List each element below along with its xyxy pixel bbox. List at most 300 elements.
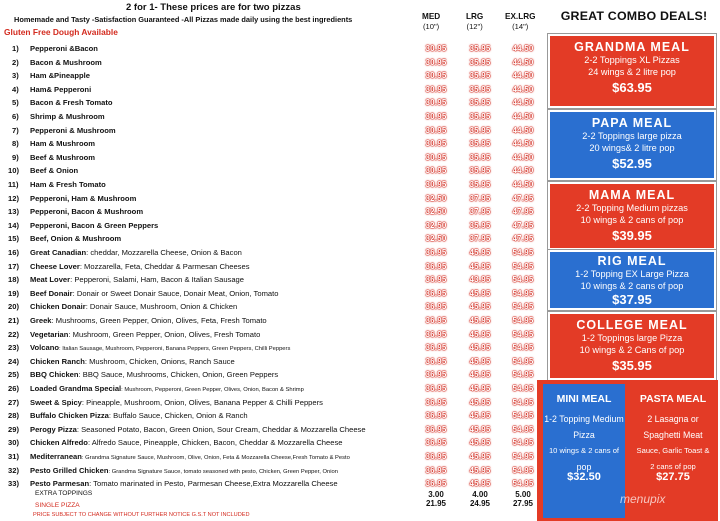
price-large: 45.95 xyxy=(469,424,491,434)
papa-meal-title: PAPA MEAL xyxy=(591,116,673,130)
price-extra-large: 47.95 xyxy=(512,193,534,203)
price-extra-large: 54.95 xyxy=(512,424,534,434)
pizza-row xyxy=(3,382,548,395)
price-medium: 36.95 xyxy=(425,452,447,461)
pizza-row xyxy=(3,314,548,327)
pizza-name xyxy=(30,83,91,96)
pizza-title: Shrimp & Mushroom xyxy=(30,112,105,121)
pizza-title: Vegetarian xyxy=(30,329,69,339)
price-extra-large: 44.50 xyxy=(512,112,534,121)
pizza-row xyxy=(3,409,548,422)
price-large: 45.95 xyxy=(469,356,491,366)
pizza-description: : Buffalo Sauce, Chicken, Onion & Ranch xyxy=(108,411,248,421)
price-large: 45.95 xyxy=(469,479,491,489)
price-large: 45.95 xyxy=(469,329,491,339)
price-notice: PRICE SUBJECT TO CHANGE WITHOUT FURTHER NOTICE G.S.T NOT INCLUDED xyxy=(33,512,250,518)
pizza-title: Volcano xyxy=(30,343,59,353)
mini-meal-price: $32.50 xyxy=(567,471,601,483)
price-extra-large: 54.95 xyxy=(512,275,534,285)
pizza-title: Sweet & Spicy xyxy=(30,397,82,407)
single-pizza-price-med: 21.95 xyxy=(425,499,447,508)
pizza-title: Bacon & Mushroom xyxy=(30,57,102,67)
pizza-name xyxy=(30,396,323,409)
price-medium: 36.95 xyxy=(425,288,447,298)
pizza-title: Beef & Mushroom xyxy=(30,152,95,162)
pizza-title: Buffalo Chicken Pizza xyxy=(30,411,109,421)
col-med-header: MED (10") xyxy=(422,12,441,31)
pizza-name xyxy=(30,219,158,232)
price-large: 43.95 xyxy=(469,275,491,285)
pizza-row xyxy=(3,300,548,313)
price-extra-large: 44.50 xyxy=(512,71,534,81)
pizza-number: 22) xyxy=(8,329,19,339)
price-large: 45.95 xyxy=(469,438,491,448)
pizza-number: 32) xyxy=(8,465,19,475)
combo-deals-title: GREAT COMBO DEALS! xyxy=(560,9,708,23)
pizza-name xyxy=(30,69,90,82)
mini-meal-box xyxy=(543,384,625,518)
pizza-description: : Italian Sausage, Mushroom, Pepperoni, Banana Peppers, Green Peppers, Chilli Peppers xyxy=(58,346,291,353)
pasta-meal-line-4: 2 cans of pop xyxy=(650,462,696,471)
price-medium: 30.95 xyxy=(425,98,447,108)
price-large: 45.95 xyxy=(469,384,491,393)
pizza-number: 24) xyxy=(8,356,19,366)
pizza-title: Pepperoni, Bacon & Green Peppers xyxy=(30,220,159,230)
menu-subtitle: Homemade and Tasty -Satisfaction Guaranteed -All Pizzas made daily using the best ingredients xyxy=(14,15,353,24)
college-meal-price: $35.95 xyxy=(612,358,652,373)
pizza-row xyxy=(3,178,548,191)
rig-meal-box xyxy=(548,250,716,310)
pizza-title: Cheese Lover xyxy=(30,261,80,271)
pizza-row xyxy=(3,355,548,368)
price-medium: 30.95 xyxy=(425,180,447,189)
pizza-row xyxy=(3,192,548,205)
pizza-name xyxy=(30,328,260,341)
price-medium: 30.95 xyxy=(425,166,447,176)
pizza-name xyxy=(30,56,102,69)
price-large: 45.95 xyxy=(469,452,491,461)
pizza-number: 20) xyxy=(8,302,19,312)
rig-meal-price: $37.95 xyxy=(612,292,652,307)
pizza-number: 12) xyxy=(8,193,19,203)
pizza-number: 30) xyxy=(8,438,19,448)
pizza-name xyxy=(30,96,113,109)
pizza-name xyxy=(30,205,143,218)
grandma-meal-box xyxy=(548,34,716,108)
price-medium: 36.95 xyxy=(425,479,447,489)
single-pizza-price-lrg: 24.95 xyxy=(469,499,491,508)
papa-meal-line-1: 2-2 Toppings large pizza xyxy=(582,131,682,141)
pizza-title: Beef & Onion xyxy=(30,166,79,176)
pizza-number: 18) xyxy=(8,275,19,285)
college-meal-box xyxy=(548,312,716,380)
price-medium: 36.95 xyxy=(425,356,447,366)
pizza-row xyxy=(3,69,548,82)
pizza-row xyxy=(3,232,548,245)
pasta-meal-title: PASTA MEAL xyxy=(639,393,707,405)
price-medium: 32.50 xyxy=(425,220,447,230)
price-extra-large: 54.95 xyxy=(512,452,534,461)
pizza-row xyxy=(3,42,548,55)
price-medium: 36.95 xyxy=(425,261,447,271)
price-extra-large: 54.95 xyxy=(512,384,534,393)
price-large: 35.95 xyxy=(469,152,491,162)
pizza-row xyxy=(3,436,548,449)
price-extra-large: 54.95 xyxy=(512,288,534,298)
price-extra-large: 54.95 xyxy=(512,397,534,407)
pizza-number: 8) xyxy=(12,139,19,149)
grandma-meal-title: GRANDMA MEAL xyxy=(574,40,690,54)
pizza-row xyxy=(3,110,548,123)
price-extra-large: 54.95 xyxy=(512,316,534,325)
price-large: 35.95 xyxy=(469,112,491,121)
extra-toppings-label: EXTRA TOPPINGS xyxy=(35,490,93,497)
price-large: 35.95 xyxy=(469,44,491,53)
pizza-title: Beef, Onion & Mushroom xyxy=(30,234,122,244)
pizza-row xyxy=(3,205,548,218)
pizza-description: : cheddar, Mozzarella Cheese, Onion & Bacon xyxy=(86,248,242,257)
pizza-number: 16) xyxy=(8,248,19,257)
pizza-number: 2) xyxy=(12,57,19,67)
pizza-number: 25) xyxy=(8,370,19,380)
pizza-row xyxy=(3,341,548,354)
price-medium: 36.95 xyxy=(425,370,447,380)
pizza-name xyxy=(30,273,244,286)
pizza-name xyxy=(30,137,95,150)
pizza-description: : Seasoned Potato, Bacon, Green Onion, Sour Cream, Cheddar & Mozzarella Cheese xyxy=(76,424,366,434)
pizza-row xyxy=(3,423,548,436)
pizza-name xyxy=(30,368,278,381)
price-extra-large: 54.95 xyxy=(512,302,534,312)
price-large: 35.95 xyxy=(469,220,491,230)
pizza-title: Ham & Mushroom xyxy=(30,139,95,149)
price-large: 35.95 xyxy=(469,166,491,176)
price-large: 37.95 xyxy=(469,234,491,244)
pizza-title: Perogy Pizza xyxy=(30,424,77,434)
pizza-title: Meat Lover xyxy=(30,275,71,285)
pizza-name xyxy=(30,232,121,245)
price-medium: 30.95 xyxy=(425,57,447,67)
price-medium: 36.95 xyxy=(425,316,447,325)
price-large: 45.95 xyxy=(469,465,491,475)
pizza-title: Ham & Fresh Tomato xyxy=(30,180,106,189)
pizza-title: Beef Donair xyxy=(30,288,73,298)
college-meal-line-2: 10 wings & 2 Cans of pop xyxy=(579,345,685,355)
pasta-meal-line-2: Spaghetti Meat xyxy=(643,430,703,440)
pizza-row xyxy=(3,396,548,409)
grandma-meal-price: $63.95 xyxy=(612,80,652,95)
price-large: 45.95 xyxy=(469,397,491,407)
pizza-name xyxy=(30,124,116,137)
price-extra-large: 54.95 xyxy=(512,329,534,339)
pizza-title: Great Canadian xyxy=(30,248,87,257)
pizza-description: : Pineapple, Mushroom, Onion, Olives, Banana Pepper & Chilli Peppers xyxy=(81,397,323,407)
pizza-name xyxy=(30,287,278,300)
college-meal-title: COLLEGE MEAL xyxy=(576,318,688,332)
price-medium: 36.95 xyxy=(425,343,447,353)
pizza-number: 1) xyxy=(12,44,19,53)
mini-meal-line-3: 10 wings & 2 cans of xyxy=(548,446,620,455)
pizza-description: : Mozzarella, Feta, Cheddar & Parmesan Cheeses xyxy=(79,261,250,271)
grandma-meal-line-1: 2-2 Toppings XL Pizzas xyxy=(584,55,680,65)
pizza-number: 9) xyxy=(12,152,19,162)
college-meal-line-1: 1-2 Toppings large Pizza xyxy=(581,333,683,343)
pizza-name xyxy=(30,246,242,259)
pizza-name xyxy=(30,314,267,327)
price-extra-large: 54.95 xyxy=(512,343,534,353)
pizza-number: 26) xyxy=(8,384,19,393)
price-medium: 36.95 xyxy=(425,248,447,257)
price-large: 35.95 xyxy=(469,57,491,67)
pizza-title: Chicken Ranch xyxy=(30,356,85,366)
price-extra-large: 54.95 xyxy=(512,370,534,380)
price-large: 45.95 xyxy=(469,316,491,325)
price-medium: 36.95 xyxy=(425,397,447,407)
pizza-number: 28) xyxy=(8,411,19,421)
pizza-number: 21) xyxy=(8,316,19,325)
pizza-number: 29) xyxy=(8,424,19,434)
extra-toppings-price-lrg: 4.00 xyxy=(472,490,488,499)
pizza-number: 33) xyxy=(8,479,19,489)
pizza-row xyxy=(3,477,548,490)
mama-meal-line-2: 10 wings & 2 cans of pop xyxy=(580,215,684,225)
pasta-meal-line-3: Sauce, Garlic Toast & xyxy=(636,446,710,455)
pizza-name xyxy=(30,355,235,368)
price-medium: 30.95 xyxy=(425,152,447,162)
price-medium: 30.95 xyxy=(425,44,447,53)
pizza-description: : Grandma Signature Sauce, Mushroom, Olive, Onion, Feta & Mozzarella Cheese,Fresh Tomato & Pesto xyxy=(81,455,350,461)
pizza-name xyxy=(30,477,338,490)
price-extra-large: 54.95 xyxy=(512,479,534,489)
pizza-title: Bacon & Fresh Tomato xyxy=(30,98,113,108)
pizza-description: : Mushroom, Chicken, Onions, Ranch Sauce xyxy=(84,356,235,366)
pizza-number: 13) xyxy=(8,207,19,217)
pizza-name xyxy=(30,260,250,273)
price-large: 35.95 xyxy=(469,71,491,81)
price-extra-large: 44.50 xyxy=(512,166,534,176)
pizza-number: 11) xyxy=(8,180,19,189)
price-medium: 32.50 xyxy=(425,234,447,244)
mama-meal-line-1: 2-2 Topping Medium pizzas xyxy=(576,203,688,213)
mama-meal-box xyxy=(548,182,716,250)
pizza-title: Chicken Alfredo xyxy=(30,438,88,448)
price-medium: 36.95 xyxy=(425,438,447,448)
price-extra-large: 54.95 xyxy=(512,356,534,366)
price-extra-large: 54.95 xyxy=(512,438,534,448)
pizza-number: 17) xyxy=(8,261,19,271)
pizza-title: Mediterranean xyxy=(30,452,82,461)
price-medium: 30.95 xyxy=(425,71,447,81)
price-large: 45.95 xyxy=(469,343,491,353)
mini-meal-line-1: 1-2 Topping Medium xyxy=(544,414,624,424)
price-extra-large: 44.50 xyxy=(512,125,534,135)
price-large: 37.95 xyxy=(469,193,491,203)
price-medium: 36.95 xyxy=(425,275,447,285)
pizza-name xyxy=(30,42,98,55)
pizza-description: : Donair or Sweet Donair Sauce, Donair Meat, Onion, Tomato xyxy=(72,288,279,298)
rig-meal-line-1: 1-2 Topping EX Large Pizza xyxy=(575,269,689,279)
pizza-name xyxy=(30,423,366,436)
price-extra-large: 47.95 xyxy=(512,234,534,244)
price-medium: 36.95 xyxy=(425,424,447,434)
price-large: 35.95 xyxy=(469,84,491,94)
col-exlrg-header: EX.LRG (14") xyxy=(505,12,536,31)
pizza-row xyxy=(3,56,548,69)
pizza-title: Pesto Parmesan xyxy=(30,479,90,489)
price-large: 45.95 xyxy=(469,302,491,312)
price-extra-large: 44.50 xyxy=(512,98,534,108)
pizza-title: Ham &Pineapple xyxy=(30,71,90,81)
pizza-name xyxy=(30,164,78,177)
pizza-row xyxy=(3,246,548,259)
pizza-title: Ham& Pepperoni xyxy=(30,84,92,94)
price-large: 37.95 xyxy=(469,207,491,217)
gluten-free-note: Gluten Free Dough Available xyxy=(4,27,118,37)
pizza-description: : Donair Sauce, Mushroom, Onion & Chicken xyxy=(85,302,238,312)
price-large: 35.95 xyxy=(469,139,491,149)
pizza-name xyxy=(30,178,106,191)
pizza-number: 5) xyxy=(12,98,19,108)
extra-toppings-price-med: 3.00 xyxy=(428,490,444,499)
single-pizza-price-xl: 27.95 xyxy=(512,499,534,508)
pizza-row xyxy=(3,287,548,300)
pizza-number: 7) xyxy=(12,125,19,135)
pasta-meal-line-1: 2 Lasagna or xyxy=(647,414,699,424)
price-medium: 30.95 xyxy=(425,84,447,94)
price-extra-large: 54.95 xyxy=(512,465,534,475)
pizza-name xyxy=(30,300,237,313)
pizza-number: 4) xyxy=(12,84,19,94)
pizza-row xyxy=(3,273,548,286)
grandma-meal-line-2: 24 wings & 2 litre pop xyxy=(588,67,676,77)
mini-meal-title: MINI MEAL xyxy=(556,393,612,405)
price-extra-large: 44.50 xyxy=(512,152,534,162)
pizza-title: Loaded Grandma Special xyxy=(30,384,122,393)
pizza-title: Pepperoni, Bacon & Mushroom xyxy=(30,207,144,217)
col-lrg-header: LRG (12") xyxy=(466,12,484,31)
price-medium: 36.95 xyxy=(425,465,447,475)
papa-meal-line-2: 20 wings& 2 litre pop xyxy=(589,143,675,153)
mama-meal-title: MAMA MEAL xyxy=(588,188,676,202)
pizza-name xyxy=(30,151,95,164)
price-large: 35.95 xyxy=(469,125,491,135)
price-extra-large: 44.50 xyxy=(512,139,534,149)
pizza-title: Pesto Grilled Chicken xyxy=(30,465,109,475)
price-medium: 32.50 xyxy=(425,207,447,217)
price-extra-large: 44.50 xyxy=(512,180,534,189)
pizza-name xyxy=(30,110,105,123)
pizza-row xyxy=(3,464,548,477)
papa-meal-box xyxy=(548,110,716,180)
pizza-number: 31) xyxy=(8,452,19,461)
price-extra-large: 47.95 xyxy=(512,220,534,230)
pasta-meal-price: $27.75 xyxy=(656,471,690,483)
price-extra-large: 44.50 xyxy=(512,44,534,53)
single-pizza-label: SINGLE PIZZA xyxy=(35,502,80,509)
pizza-description: : BBQ Sauce, Mushrooms, Chicken, Onion, Green Peppers xyxy=(78,370,279,380)
price-large: 35.95 xyxy=(469,180,491,189)
pizza-number: 14) xyxy=(8,220,19,230)
extra-toppings-price-xl: 5.00 xyxy=(515,490,531,499)
price-extra-large: 54.95 xyxy=(512,248,534,257)
rig-meal-title: RIG MEAL xyxy=(597,254,667,268)
pizza-number: 10) xyxy=(8,166,19,176)
pizza-row xyxy=(3,219,548,232)
pizza-title: Chicken Donair xyxy=(30,302,86,312)
pizza-title: Pepperoni & Mushroom xyxy=(30,125,116,135)
price-large: 35.95 xyxy=(469,98,491,108)
pizza-description: : Mushrooms, Green Pepper, Onion, Olives, Feta, Fresh Tomato xyxy=(51,316,267,325)
price-medium: 36.95 xyxy=(425,384,447,393)
pizza-description: : Pepperoni, Salami, Ham, Bacon & Italian Sausage xyxy=(70,275,245,285)
watermark: menupix xyxy=(620,492,666,506)
pizza-row xyxy=(3,260,548,273)
pizza-row xyxy=(3,328,548,341)
pizza-row xyxy=(3,151,548,164)
price-medium: 36.95 xyxy=(425,411,447,421)
pizza-number: 27) xyxy=(8,397,19,407)
price-medium: 36.95 xyxy=(425,302,447,312)
price-extra-large: 54.95 xyxy=(512,261,534,271)
pizza-name xyxy=(30,192,136,205)
price-large: 45.95 xyxy=(469,248,491,257)
pizza-description: : Tomato marinated in Pesto, Parmesan Cheese,Extra Mozzarella Cheese xyxy=(89,479,338,489)
pizza-row xyxy=(3,124,548,137)
pizza-number: 6) xyxy=(12,112,19,121)
pizza-number: 23) xyxy=(8,343,19,353)
mama-meal-price: $39.95 xyxy=(612,228,652,243)
pizza-name xyxy=(30,409,248,422)
price-large: 45.95 xyxy=(469,411,491,421)
pizza-number: 3) xyxy=(12,71,19,81)
price-medium: 32.50 xyxy=(425,193,447,203)
price-medium: 30.95 xyxy=(425,139,447,149)
mini-meal-line-2: Pizza xyxy=(573,430,595,440)
rig-meal-line-2: 10 wings & 2 cans of pop xyxy=(580,281,684,291)
pizza-description: : Alfredo Sauce, Pineapple, Chicken, Bacon, Cheddar & Mozzarella Cheese xyxy=(87,438,343,448)
price-medium: 30.95 xyxy=(425,125,447,135)
price-extra-large: 44.50 xyxy=(512,57,534,67)
pizza-name xyxy=(30,436,343,449)
price-large: 45.95 xyxy=(469,261,491,271)
pizza-number: 15) xyxy=(8,234,19,244)
menu-title: 2 for 1- These prices are for two pizzas xyxy=(126,2,301,13)
price-extra-large: 54.95 xyxy=(512,411,534,421)
pizza-description: : Grandma Signature Sauce, tomato seasoned with pesto, Chicken, Green Pepper, Onion xyxy=(108,468,338,475)
pizza-number: 19) xyxy=(8,288,19,298)
pizza-row xyxy=(3,137,548,150)
price-large: 45.95 xyxy=(469,288,491,298)
papa-meal-price: $52.95 xyxy=(612,156,652,171)
price-medium: 30.95 xyxy=(425,112,447,121)
price-extra-large: 47.95 xyxy=(512,207,534,217)
pizza-row xyxy=(3,96,548,109)
pizza-row xyxy=(3,83,548,96)
pizza-title: BBQ Chicken xyxy=(30,370,79,380)
pizza-title: Pepperoni &Bacon xyxy=(30,44,98,53)
pizza-title: Greek xyxy=(30,316,52,325)
pizza-description: : Mushroom, Pepperoni, Green Pepper, Olives, Onion, Bacon & Shrimp xyxy=(121,387,304,393)
pizza-row xyxy=(3,368,548,381)
pizza-row xyxy=(3,450,548,463)
pizza-description: : Mushroom, Green Pepper, Onion, Olives, Fresh Tomato xyxy=(68,329,261,339)
price-large: 45.95 xyxy=(469,370,491,380)
price-extra-large: 44.50 xyxy=(512,84,534,94)
pizza-row xyxy=(3,164,548,177)
mini-meal-line-4: pop xyxy=(576,462,592,472)
pizza-title: Pepperoni, Ham & Mushroom xyxy=(30,193,137,203)
price-medium: 36.95 xyxy=(425,329,447,339)
